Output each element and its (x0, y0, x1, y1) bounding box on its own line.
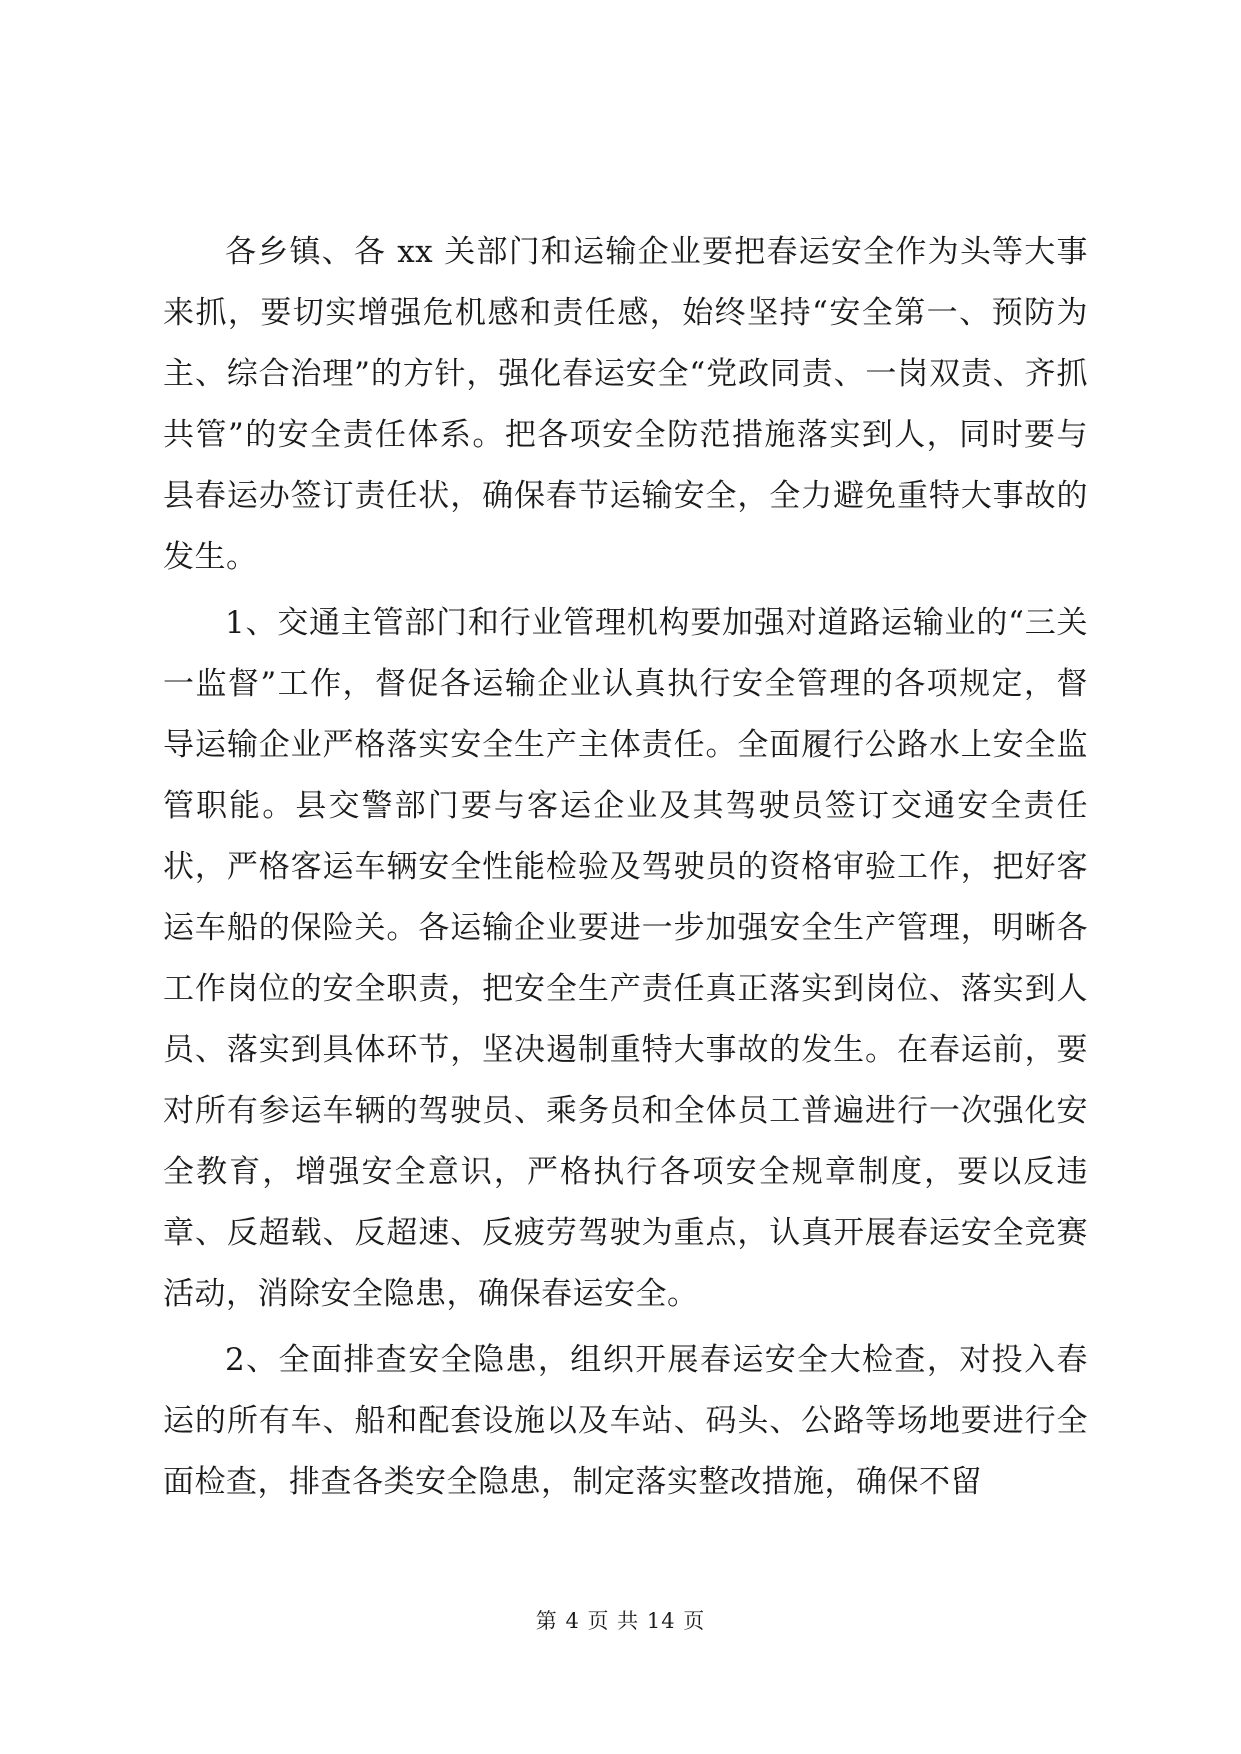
document-body (163, 222, 1088, 1513)
paragraph-item-2: 2、全面排查安全隐患，组织开展春运安全大检查，对投入春运的所有车、船和配套设施以及车站、码头、公路等场地要进行全面检查，排查各类安全隐患，制定落实整改措施，确保不留 (163, 1342, 1088, 1500)
paragraph-responsibility: 各乡镇、各 xx 关部门和运输企业要把春运安全作为头等大事来抓，要切实增强危机感和责任感，始终坚持“安全第一、预防为主、综合治理”的方针，强化春运安全“党政同责、一岗双责、齐抓共管”的安全责任体系。把各项安全防范措施落实到人，同时要与县春运办签订责任状，确保春节运输安全，全力避免重特大事故的发生。 (163, 234, 1088, 575)
paragraph-item-1: 1、交通主管部门和行业管理机构要加强对道路运输业的“三关一监督”工作，督促各运输企业认真执行安全管理的各项规定，督导运输企业严格落实安全生产主体责任。全面履行公路水上安全监管职能。县交警部门要与客运企业及其驾驶员签订交通安全责任状，严格客运车辆安全性能检验及驾驶员的资格审验工作，把好客运车船的保险关。各运输企业要进一步加强安全生产管理，明晰各工作岗位的安全职责，把安全生产责任真正落实到岗位、落实到人员、落实到具体环节，坚决遏制重特大事故的发生。在春运前，要对所有参运车辆的驾驶员、乘务员和全体员工普遍进行一次强化安全教育，增强安全意识，严格执行各项安全规章制度，要以反违章、反超载、反超速、反疲劳驾驶为重点，认真开展春运安全竞赛活动，消除安全隐患，确保春运安全。 (163, 605, 1088, 1312)
page-number-footer: 第 4 页 共 14 页 (535, 1609, 706, 1633)
